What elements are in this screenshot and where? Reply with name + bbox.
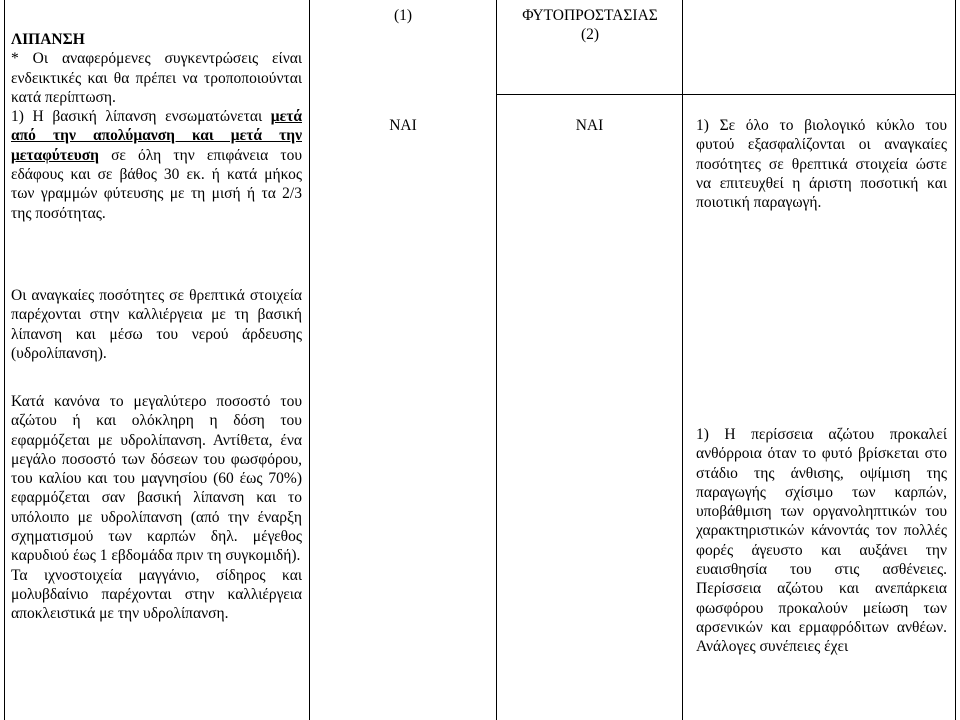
column-2-header-label: (1): [393, 7, 413, 24]
nitrogen-excess-cell: [696, 425, 947, 657]
table-column-divider-2: [496, 0, 497, 720]
growth-cycle-paragraph: 1) Σε όλο το βιολογικό κύκλο του φυτού εξασφαλίζονται οι αναγκαίες ποσότητες σε θρεπτικά στοιχεία ώστε να επιτευχθεί η άριστη ποσοτική και ποιοτική παραγωγή.: [696, 117, 947, 212]
fertilization-heading: ΛΙΠΑΝΣΗ: [11, 31, 85, 48]
column-2-header: [310, 6, 496, 25]
table-column-divider-3: [682, 0, 683, 720]
column-2-value: [310, 116, 496, 135]
concentration-note: * Οι αναφερόμενες συγκεντρώσεις είναι ενδεικτικές και θα πρέπει να τροποποιούνται κατά περίπτωση.: [11, 50, 302, 106]
basic-fertilization-emphasis: μετά από την απολύμανση και μετά την μεταφύτευση: [11, 108, 302, 164]
column-2-value-text: ΝΑΙ: [389, 117, 417, 134]
basic-fertilization-text: 1) Η βασική λίπανση ενσωματώνεται: [11, 108, 271, 126]
nutrient-supply-cell: [11, 286, 302, 363]
fertigation-cell: [11, 392, 302, 624]
plant-protection-header: [514, 6, 666, 45]
plant-protection-header-label: ΦΥΤΟΠΡΟΣΤΑΣΙΑΣ (2): [522, 7, 658, 44]
fertigation-paragraph: Κατά κανόνα το μεγαλύτερο ποσοστό του αζώτου ή και ολόκληρη η δόση του εφαρμόζεται με υδρολίπανση. Αντίθετα, ένα μεγάλο ποσοστό των δόσεων του φωσφόρου, του καλίου και του μαγνησίου (60 έως 70%) εφαρμόζεται σαν βασική λίπανση και το υπόλοιπο με υδρολίπανση (από την έναρξη σχηματισμού των καρπών δηλ. μέγεθος καρυδιού έως 1 εβδομάδα πριν τη συγκομιδή).: [11, 393, 302, 565]
growth-cycle-cell: [696, 116, 947, 212]
nutrient-supply-paragraph: Οι αναγκαίες ποσότητες σε θρεπτικά στοιχεία παρέχονται στην καλλιέργεια με τη βασική λίπανση και μέσω του νερού άρδευσης (υδρολίπανση).: [11, 287, 302, 362]
column-3-value: [497, 116, 682, 135]
nitrogen-excess-paragraph: 1) Η περίσσεια αζώτου προκαλεί ανθόρροια όταν το φυτό βρίσκεται στο στάδιο της άνθισης, οψίμιση της παραγωγής σχίσιμο των καρπών, υποβάθμιση των οργανοληπτικών του χαρακτηριστικών κάνοντάς τον πολλές φορές άγευστο και αυξάνει την ευαισθησία του στις ασθένειες. Περίσσεια αζώτου και ανεπάρκεια φωσφόρου προκαλούν μείωση των αρσενικών και ερμαφρόδιτων ανθέων. Ανάλογες συνέπειες έχει: [696, 426, 947, 656]
table-column-divider-1: [309, 0, 310, 720]
table-border-left: [4, 0, 5, 720]
trace-elements-paragraph: Τα ιχνοστοιχεία μαγγάνιο, σίδηρος και μολυβδαίνιο παρέχονται στην καλλιέργεια αποκλειστικά με την υδρολίπανση.: [11, 566, 302, 623]
table-border-right: [955, 0, 956, 720]
column-3-value-text: ΝΑΙ: [575, 117, 604, 134]
fertilization-cell: [11, 30, 302, 223]
basic-fertilization-rest: σε όλη την επιφάνεια του εδάφους και σε βάθος 30 εκ. ή κατά μήκος των γραμμών φύτευσης με τη μισή ή τα 2/3 της ποσότητας.: [11, 146, 302, 222]
table-row-divider: [496, 94, 955, 95]
basic-fertilization-paragraph: [11, 107, 302, 223]
